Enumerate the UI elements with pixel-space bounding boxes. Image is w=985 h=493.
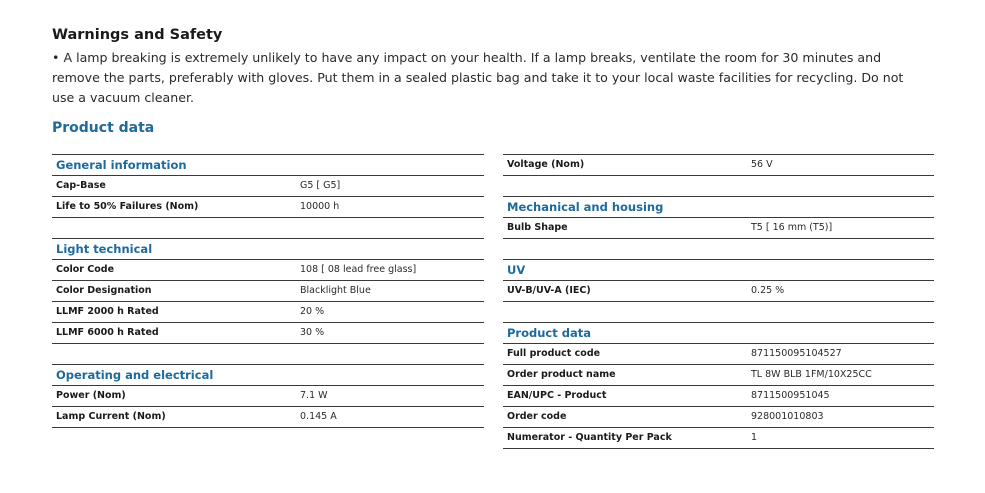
spec-value: TL 8W BLB 1FM/10X25CC <box>751 369 872 380</box>
warnings-body: A lamp breaking is extremely unlikely to have any impact on your health. If a lamp breaks, ventilate the room for 30 minutes and remove the parts, preferably with gloves. Put them in a sealed plastic bag and take it to your local waste facilities for recycling. Do not use a vacuum cleaner. <box>52 50 904 105</box>
spacer-row <box>52 218 484 239</box>
spec-label: UV-B/UV-A (IEC) <box>507 285 591 296</box>
spec-row <box>52 386 484 407</box>
spec-label: Full product code <box>507 348 601 359</box>
spec-table-right <box>503 154 934 449</box>
spec-label: Color Designation <box>56 285 152 296</box>
spec-label: Cap-Base <box>56 180 106 191</box>
spec-label: Voltage (Nom) <box>507 159 585 170</box>
spec-row <box>503 218 934 239</box>
spec-value: 10000 h <box>300 201 340 212</box>
spec-row <box>503 154 934 176</box>
spec-row <box>52 281 484 302</box>
section-title: General information <box>56 158 187 172</box>
spec-label: Life to 50% Failures (Nom) <box>56 201 199 212</box>
section-title: Product data <box>507 326 591 340</box>
section-title: Mechanical and housing <box>507 200 664 214</box>
spec-value: 1 <box>751 432 758 443</box>
spec-value: T5 [ 16 mm (T5)] <box>751 222 833 233</box>
spec-label: LLMF 2000 h Rated <box>56 306 159 317</box>
section-title: UV <box>507 263 526 277</box>
spec-value: 30 % <box>300 327 325 338</box>
spec-label: LLMF 6000 h Rated <box>56 327 159 338</box>
section-title: Operating and electrical <box>56 368 214 382</box>
spec-value: 871150095104527 <box>751 348 842 359</box>
spec-row <box>52 302 484 323</box>
section-header-general <box>52 154 484 176</box>
spacer-row <box>52 344 484 365</box>
spec-label: Numerator - Quantity Per Pack <box>507 432 672 443</box>
spec-row <box>503 365 934 386</box>
spec-value: 108 [ 08 lead free glass] <box>300 264 417 275</box>
spec-row <box>52 260 484 281</box>
spec-value: Blacklight Blue <box>300 285 371 296</box>
section-header-mechanical <box>503 197 934 218</box>
section-header-uv <box>503 260 934 281</box>
product-data-title: Product data <box>52 120 155 136</box>
spec-label: EAN/UPC - Product <box>507 390 607 401</box>
spec-value: 0.145 A <box>300 411 337 422</box>
spec-label: Lamp Current (Nom) <box>56 411 166 422</box>
spec-label: Color Code <box>56 264 115 275</box>
spacer-row <box>503 239 934 260</box>
spacer-row <box>503 302 934 323</box>
spec-row <box>52 407 484 428</box>
spec-label: Bulb Shape <box>507 222 568 233</box>
warnings-title: Warnings and Safety <box>52 27 223 43</box>
spec-value: 928001010803 <box>751 411 824 422</box>
section-title: Light technical <box>56 242 153 256</box>
spec-row <box>503 281 934 302</box>
spec-row <box>503 428 934 449</box>
spec-row <box>52 323 484 344</box>
spec-row <box>52 176 484 197</box>
spacer-row <box>503 176 934 197</box>
spec-table-left <box>52 154 484 428</box>
spec-value: 20 % <box>300 306 325 317</box>
spec-label: Order product name <box>507 369 616 380</box>
spec-value: 0.25 % <box>751 285 785 296</box>
spec-value: 56 V <box>751 159 773 170</box>
bullet: • <box>52 50 60 65</box>
spec-value: G5 [ G5] <box>300 180 341 191</box>
spec-row <box>503 344 934 365</box>
spec-label: Order code <box>507 411 567 422</box>
warnings-text <box>52 48 922 108</box>
section-header-product <box>503 323 934 344</box>
spec-value: 8711500951045 <box>751 390 830 401</box>
spec-label: Power (Nom) <box>56 390 126 401</box>
spec-row <box>52 197 484 218</box>
spec-value: 7.1 W <box>300 390 328 401</box>
spec-row <box>503 386 934 407</box>
section-header-light <box>52 239 484 260</box>
section-header-electrical <box>52 365 484 386</box>
spec-row <box>503 407 934 428</box>
